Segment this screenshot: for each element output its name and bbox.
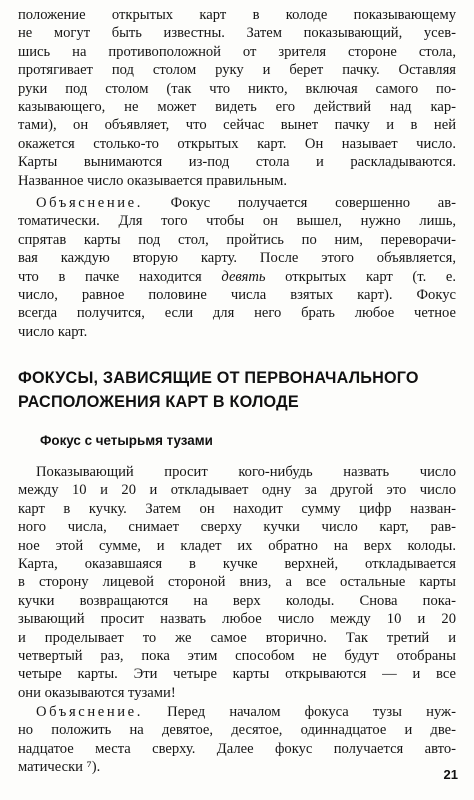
text-line: в сторону лицевой стороной вниз, а все остальные карты: [18, 574, 456, 591]
text-line: ное этой сумме, и кладет их обратно на верх колоды.: [18, 537, 456, 554]
emphasized-word: девять: [221, 268, 266, 285]
text-line: казывающего, не может видеть его действий над кар-: [18, 98, 456, 115]
explanation-paragraph-2: [18, 703, 456, 777]
text-line: зывающий просит назвать любое число между 10 и 20: [18, 611, 456, 628]
text-line: между 10 и 20 и откладывает одну за другой это число: [18, 482, 456, 499]
text-line: [18, 194, 456, 212]
text-line: четвертый раз, пока этим способом не будут отобраны: [18, 647, 456, 664]
text-line: Карты вынимаются из-под стола и раскладываются.: [18, 154, 456, 171]
text-line: карт в кучку. Затем он находит сумму цифр назван-: [18, 500, 456, 517]
top-paragraph: [18, 6, 456, 190]
text-line: не могут быть известны. Затем показывающий, усев-: [18, 25, 456, 42]
text-line: число, равное половине числа взятых карт). Фокус: [18, 286, 456, 303]
text-line: четыре карты. Эти четыре карты открываются — и все: [18, 666, 456, 683]
subsection-heading: Фокус с четырьмя тузами: [40, 433, 213, 448]
text-line: Названное число оказывается правильным.: [18, 172, 288, 189]
page-number: 21: [443, 767, 458, 782]
trick-paragraph: [18, 463, 456, 702]
text-fragment: открытых карт (т. е.: [265, 268, 456, 285]
text-line: они оказываются тузами!: [18, 684, 176, 701]
text-line: кучки возвращаются на верх колоды. Снова пока-: [18, 592, 456, 609]
section-heading: [18, 366, 456, 414]
text-line: всегда получится, если для него брать любое четное: [18, 305, 456, 322]
text-line: положение открытых карт в колоде показывающему: [18, 7, 456, 23]
text-line: [18, 268, 456, 286]
explanation-paragraph-1: [18, 194, 456, 341]
explanation-label: Объяснение.: [36, 704, 143, 720]
text-line: но положить на девятое, десятое, одиннадцатое и две-: [18, 722, 456, 739]
section-heading-line-2: РАСПОЛОЖЕНИЯ КАРТ В КОЛОДЕ: [18, 393, 299, 411]
text-line: Показывающий просит кого-нибудь назвать число: [36, 464, 456, 480]
text-fragment: Фокус получается совершенно ав-: [142, 195, 456, 211]
text-line: вая каждую вторую карту. После этого объявляется,: [18, 250, 456, 267]
text-line: протягивает под столом руку и берет пачку. Оставляя: [18, 62, 456, 79]
text-line: число карт.: [18, 323, 88, 340]
text-line: Карта, оказавшаяся в кучке верхней, откладывается: [18, 555, 456, 572]
text-line: тами), он объявляет, что сейчас вынет пачку и в ней: [18, 117, 456, 134]
text-fragment: Перед началом фокуса тузы нуж-: [142, 704, 456, 720]
text-line: томатически. Для того чтобы он вышел, нужно лишь,: [18, 213, 456, 230]
text-line: [18, 703, 456, 721]
text-line: шись на противоположной от зрителя стороне стола,: [18, 43, 456, 60]
text-line: руки под столом (так что никто, включая самого по-: [18, 80, 456, 97]
text-line: окажется столько-то открытых карт. Он называет число.: [18, 135, 456, 152]
section-heading-line-1: ФОКУСЫ, ЗАВИСЯЩИЕ ОТ ПЕРВОНАЧАЛЬНОГО: [18, 369, 419, 387]
explanation-label: Объяснение.: [36, 195, 143, 211]
text-fragment: что в пачке находится: [18, 268, 222, 285]
text-line: надцатое места сверху. Далее фокус получается авто-: [18, 740, 456, 757]
text-line: и проделывает то же самое вторично. Так третий и: [18, 629, 456, 646]
text-line: матически ⁷).: [18, 759, 101, 776]
text-line: спрятав карты под стол, пройтись по ним, переворачи-: [18, 231, 456, 248]
text-line: ного числа, снимает сверху кучки число карт, рав-: [18, 519, 456, 536]
